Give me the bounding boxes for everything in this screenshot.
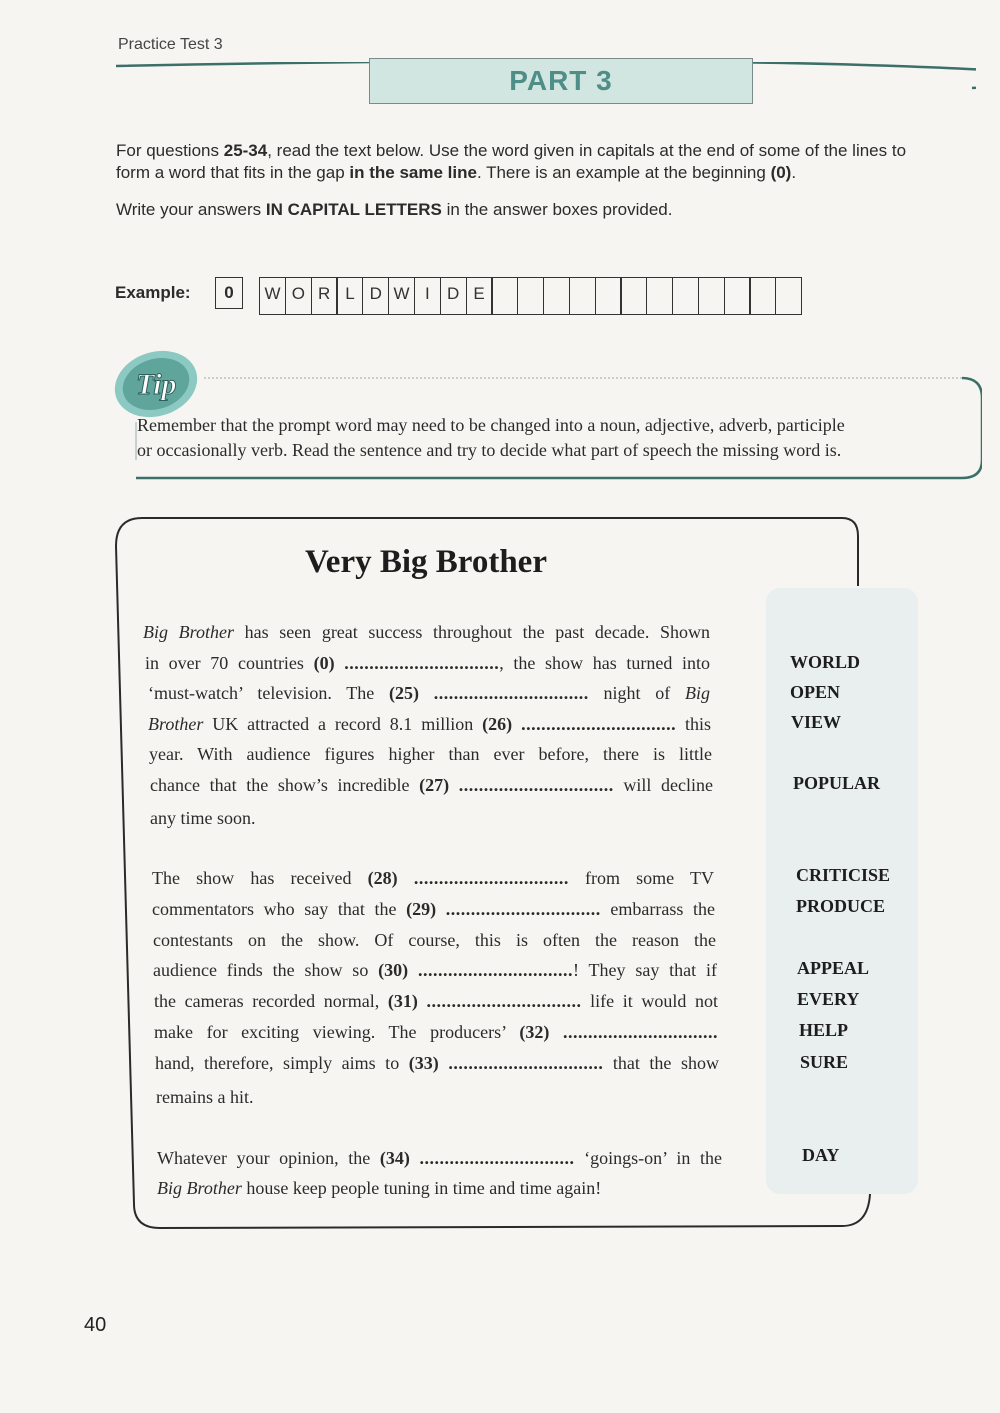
instruction-line-3: Write your answers IN CAPITAL LETTERS in the answer boxes provided.	[116, 200, 673, 219]
example-letter-box	[646, 277, 673, 315]
example-letter-box	[543, 277, 570, 315]
example-letter-box: R	[311, 277, 338, 315]
text-line: contestants on the show. Of course, this is often the reason the	[153, 930, 716, 950]
example-letter-box	[569, 277, 596, 315]
text-line: in over 70 countries (0) ..............................., the show has turned into	[145, 653, 710, 673]
tip-text: Remember that the prompt word may need to be changed into a noun, adjective, adverb, participle or occasionally verb. Read the sentence and try to decide what part of speech the missing word is.	[137, 415, 845, 460]
example-letter-box	[698, 277, 725, 315]
text-line: ‘must-watch’ television. The (25) ............................... night of Big	[148, 683, 710, 703]
example-letter-box	[595, 277, 622, 315]
example-letter-box: W	[259, 277, 286, 315]
instruction-line-1: For questions 25-34, read the text below. Use the word given in capitals at the end of some of the lines to	[116, 141, 907, 160]
prompt-word: PRODUCE	[796, 896, 885, 916]
prompt-word: WORLD	[790, 652, 861, 672]
prompt-word: APPEAL	[797, 958, 869, 978]
example-letter-box: W	[388, 277, 415, 315]
text-line: hand, therefore, simply aims to (33) ............................... that the show	[155, 1053, 719, 1073]
example-letter-box	[620, 277, 647, 315]
example-letter-box: D	[440, 277, 467, 315]
section-label: Practice Test 3	[118, 36, 223, 53]
prompt-word: SURE	[800, 1052, 849, 1072]
prompt-word: VIEW	[791, 712, 842, 732]
prompt-word: EVERY	[797, 989, 860, 1009]
text-line: year. With audience figures higher than ever before, there is little	[149, 744, 712, 764]
example-letter-box	[724, 277, 751, 315]
example-letter-box: E	[466, 277, 493, 315]
text-line: Big Brother house keep people tuning in time and time again!	[157, 1178, 602, 1198]
text-line: chance that the show’s incredible (27) ............................... will decline	[150, 775, 713, 795]
example-label: Example:	[115, 283, 191, 302]
example-letter-box	[775, 277, 802, 315]
example-letter-box: I	[414, 277, 441, 315]
example-letter-box	[672, 277, 699, 315]
example-number-box: 0	[215, 277, 243, 309]
text-line: make for exciting viewing. The producers’ (32) ...............................	[154, 1022, 718, 1042]
text-line: remains a hit.	[156, 1087, 254, 1107]
svg-text:Tip: Tip	[136, 368, 177, 401]
text-line: Brother UK attracted a record 8.1 million (26) ............................... this	[148, 714, 711, 734]
prompt-word: CRITICISE	[796, 865, 891, 885]
example-letter-box	[491, 277, 518, 315]
text-line: Whatever your opinion, the (34) ............................... ‘goings-on’ in the	[157, 1148, 722, 1168]
text-line: any time soon.	[150, 808, 256, 828]
example-letter-box	[749, 277, 776, 315]
example-letter-box: O	[285, 277, 312, 315]
text-line: audience finds the show so (30) ...............................! They say that if	[153, 960, 717, 980]
example-letter-box: D	[362, 277, 389, 315]
story-title: Very Big Brother	[305, 544, 547, 580]
example-letter-box: L	[336, 277, 363, 315]
part-title: PART 3	[369, 58, 753, 104]
example-letter-box	[517, 277, 544, 315]
prompt-word: DAY	[802, 1145, 840, 1165]
prompt-word: OPEN	[790, 682, 841, 702]
text-line: commentators who say that the (29) ............................... embarrass the	[152, 899, 715, 919]
prompt-word: HELP	[799, 1020, 849, 1040]
prompt-word: POPULAR	[793, 773, 880, 793]
text-line: the cameras recorded normal, (31) ............................... life it would not	[154, 991, 718, 1011]
instruction-line-2: form a word that fits in the gap in the same line. There is an example at the beginning (0).	[116, 163, 797, 182]
example-answer-boxes	[259, 277, 802, 315]
page-number: 40	[84, 1314, 107, 1336]
text-line: Big Brother has seen great success throughout the past decade. Shown	[143, 622, 710, 642]
text-line: The show has received (28) ............................... from some TV	[152, 868, 715, 888]
